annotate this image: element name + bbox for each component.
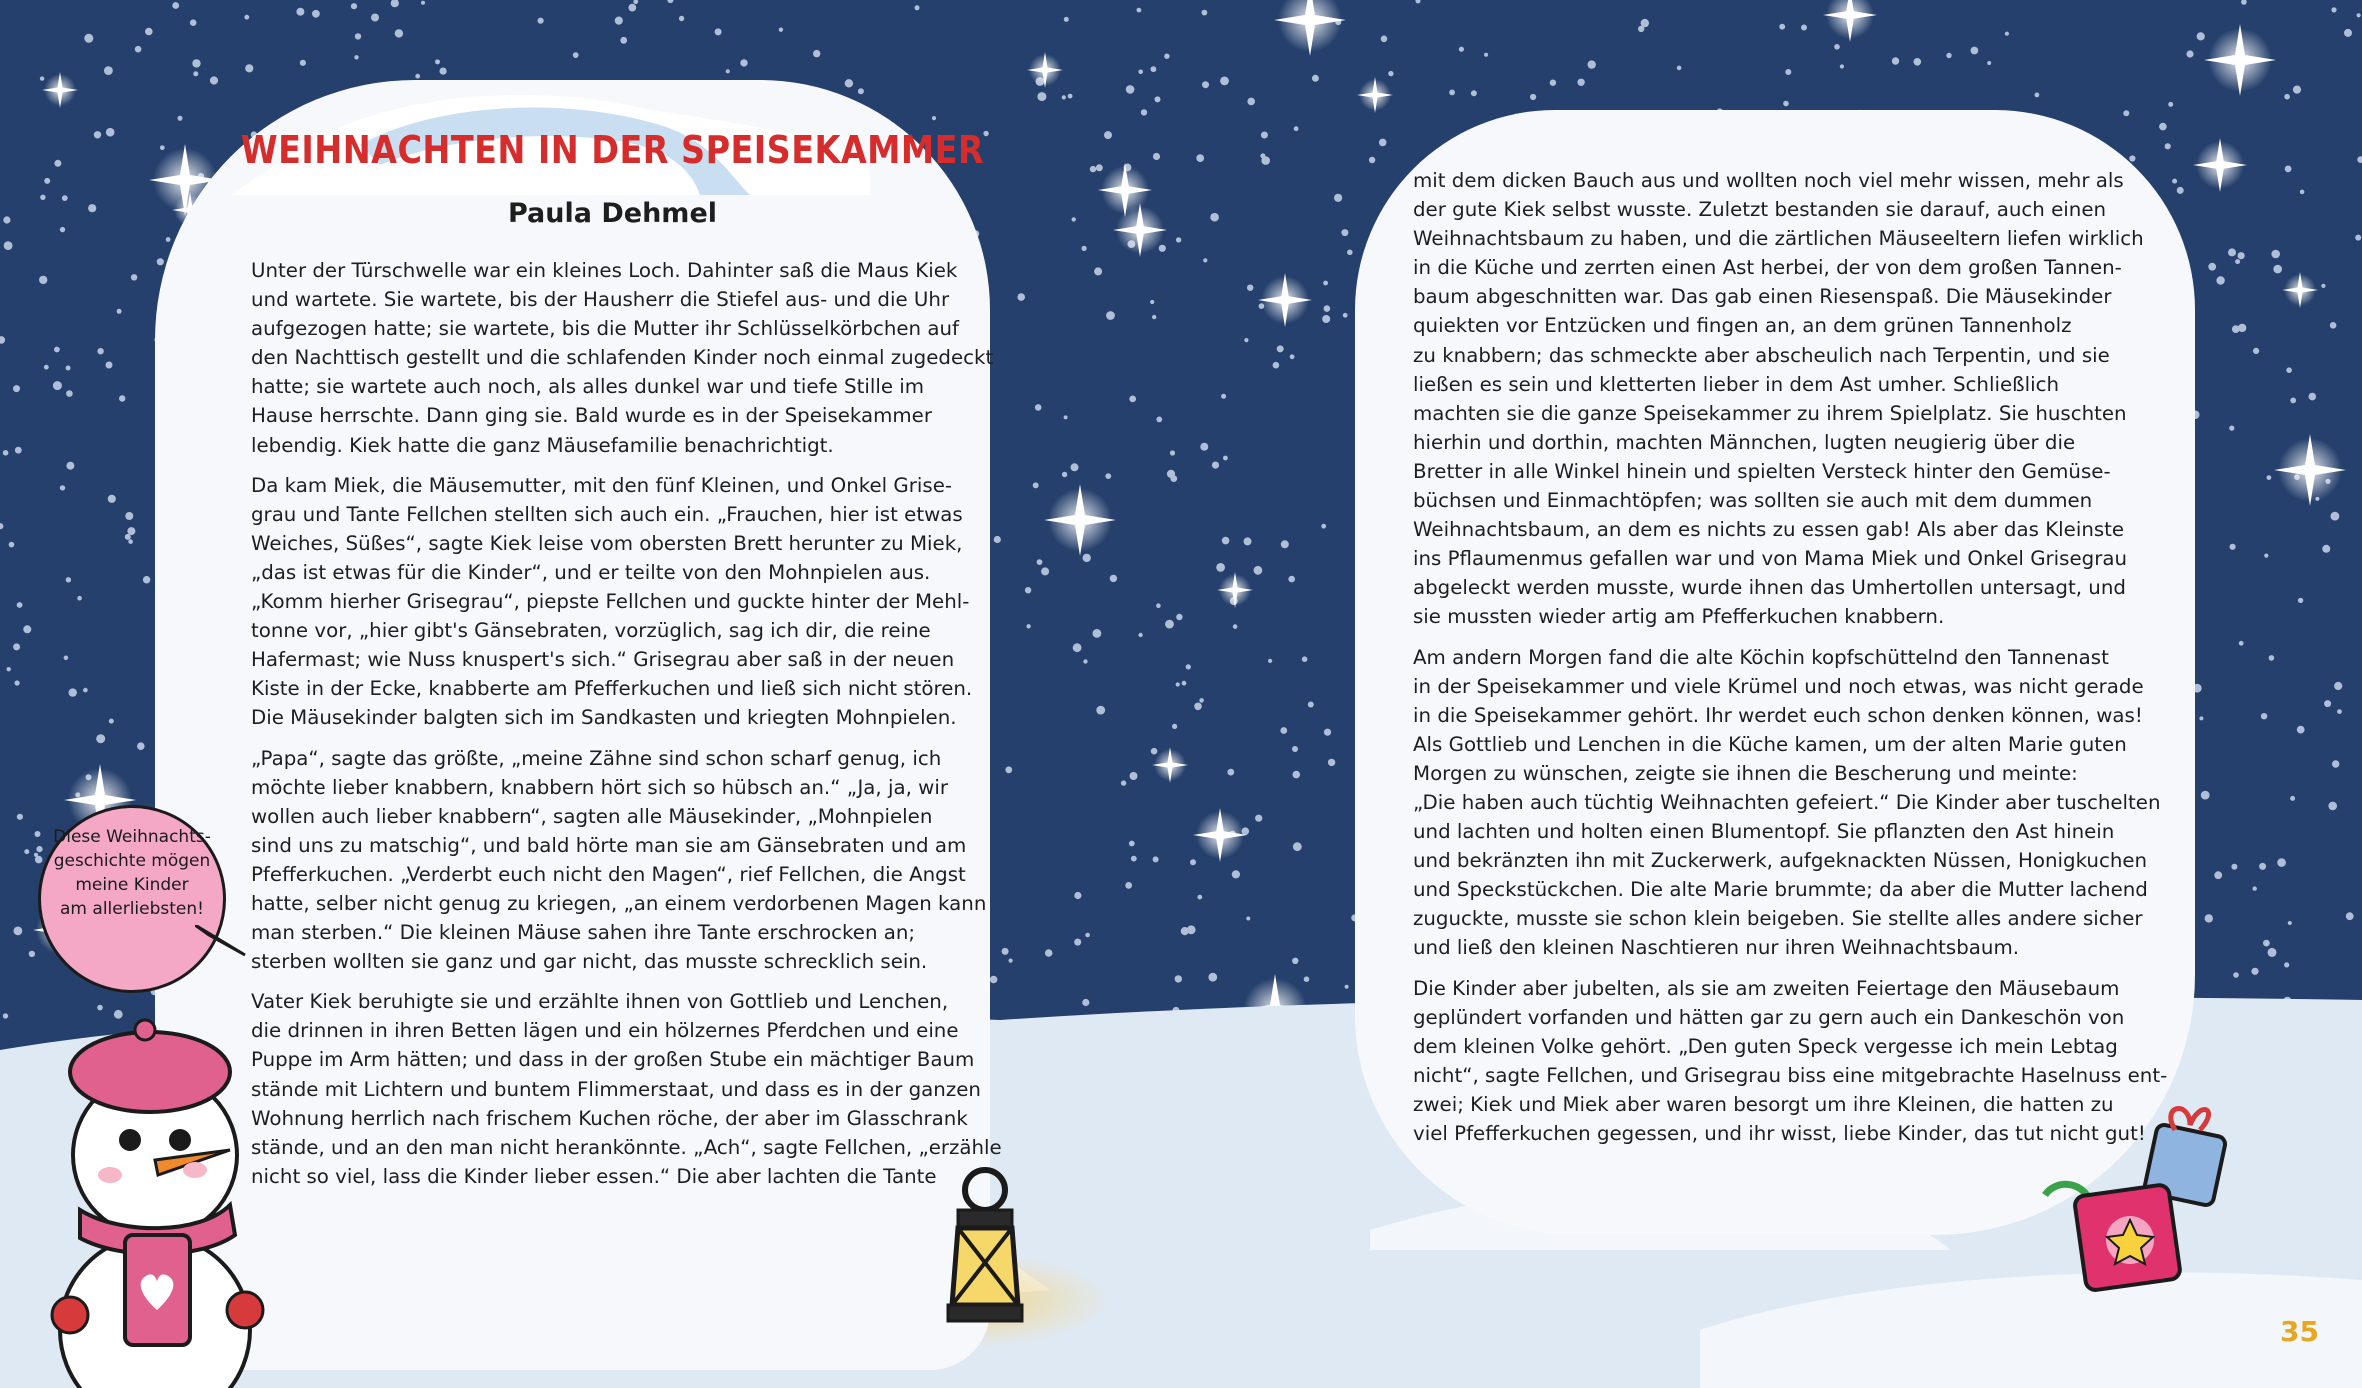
story-line: zu knabbern; das schmeckte aber abscheulich nach Terpentin, und sie xyxy=(1413,343,2110,367)
story-line: mit dem dicken Bauch aus und wollten noch viel mehr wissen, mehr als xyxy=(1413,169,2124,192)
story-line: ins Pflaumenmus gefallen war und von Mama Miek und Onkel Grisegrau xyxy=(1413,547,2127,571)
story-line: „Papa“, sagte das größte, „meine Zähne sind schon scharf genug, ich xyxy=(251,746,942,770)
story-paragraph xyxy=(251,987,1002,1191)
story-line: viel Pfefferkuchen gegessen, und ihr wisst, liebe Kinder, das tut nicht gut! xyxy=(1413,1122,2146,1145)
story-line: den Nachttisch gestellt und die schlafenden Kinder noch einmal zugedeckt xyxy=(251,346,994,370)
speech-bubble-line: am allerliebsten! xyxy=(60,899,204,919)
story-line: aufgezogen hatte; sie wartete, bis die Mutter ihr Schlüsselkörbchen auf xyxy=(251,317,959,341)
story-line: der gute Kiek selbst wusste. Zuletzt bestanden sie darauf, auch einen xyxy=(1413,198,2107,222)
story-line: und lachten und holten einen Blumentopf. Sie pflanzten den Ast hinein xyxy=(1413,820,2115,844)
story-line: und ließ den kleinen Naschtieren nur ihren Weihnachtsbaum. xyxy=(1413,936,2020,960)
story-line: Die Mäusekinder balgten sich im Sandkasten und kriegten Mohnpielen. xyxy=(251,706,957,730)
story-line: Morgen zu wünschen, zeigte sie ihnen die Bescherung und meinte: xyxy=(1413,761,2078,785)
story-author: Paula Dehmel xyxy=(507,198,718,229)
story-line: quiekten vor Entzücken und fingen an, an dem grünen Tannenholz xyxy=(1413,314,2072,338)
story-line: lebendig. Kiek hatte die ganz Mäusefamilie benachrichtigt. xyxy=(251,433,834,457)
story-line: Da kam Miek, die Mäusemutter, mit den fünf Kleinen, und Onkel Grise- xyxy=(251,473,953,497)
story-line: hatte; sie wartete auch noch, als alles dunkel war und tiefe Stille im xyxy=(251,375,925,399)
story-line: Vater Kiek beruhigte sie und erzählte ihnen von Gottlieb und Lenchen, xyxy=(251,990,949,1014)
story-line: Als Gottlieb und Lenchen in die Küche kamen, um der alten Marie guten xyxy=(1413,732,2127,756)
story-line: Wohnung herrlich nach frischem Kuchen röche, der aber im Glasschrank xyxy=(251,1106,968,1130)
story-paragraph xyxy=(251,256,994,460)
page-number: 35 xyxy=(2280,1315,2319,1348)
story-line: „das ist etwas für die Kinder“, und er teilte von den Mohnpielen aus. xyxy=(251,560,931,584)
story-line: baum abgeschnitten war. Das gab einen Riesenspaß. Die Mäusekinder xyxy=(1413,285,2112,309)
story-line: tonne vor, „hier gibt's Gänsebraten, vorzüglich, sag ich dir, die reine xyxy=(251,619,931,643)
speech-bubble-line: meine Kinder xyxy=(75,875,189,895)
story-line: Weihnachtsbaum zu haben, und die zärtlichen Mäuseeltern liefen wirklich xyxy=(1413,227,2144,251)
speech-bubble-line: geschichte mögen xyxy=(53,851,211,871)
snowman-icon xyxy=(30,1010,290,1388)
story-title: WEIHNACHTEN IN DER SPEISEKAMMER xyxy=(240,128,985,172)
story-line: machten sie die ganze Speisekammer zu ihrem Spielplatz. Sie huschten xyxy=(1413,401,2127,425)
story-line: stände, und an den man nicht herankönnte. „Ach“, sagte Fellchen, „erzähle xyxy=(251,1135,1002,1159)
story-line: und wartete. Sie wartete, bis der Hausherr die Stiefel aus- und die Uhr xyxy=(251,288,950,312)
story-line: Die Kinder aber jubelten, als sie am zweiten Feiertage den Mäusebaum xyxy=(1413,976,2120,1000)
story-line: Pfefferkuchen. „Verderbt euch nicht den Magen“, rief Fellchen, die Angst xyxy=(251,862,966,886)
story-line: in der Speisekammer und viele Krümel und noch etwas, was nicht gerade xyxy=(1413,674,2144,698)
story-line: stände mit Lichtern und buntem Flimmerstaat, und dass es in der ganzen xyxy=(251,1077,981,1101)
story-line: wollen auch lieber knabbern“, sagten alle Mäusekinder, „Mohnpielen xyxy=(251,804,933,828)
story-line: ließen es sein und kletterten lieber in dem Ast umher. Schließlich xyxy=(1413,372,2059,396)
story-line: in die Speisekammer gehört. Ihr werdet euch schon denken können, was! xyxy=(1413,703,2143,727)
story-line: sterben wollten sie ganz und gar nicht, das musste schrecklich sein. xyxy=(251,950,928,974)
story-line: Hause herrschte. Dann ging sie. Bald wurde es in der Speisekammer xyxy=(251,404,932,428)
story-line: man sterben.“ Die kleinen Mäuse sahen ihre Tante erschrocken an; xyxy=(251,921,916,945)
story-paragraph xyxy=(251,471,971,733)
story-text-right-column xyxy=(1413,166,2168,1159)
story-line: grau und Tante Fellchen stellten sich auch ein. „Frauchen, hier ist etwas xyxy=(251,502,963,526)
story-line: Puppe im Arm hätten; und dass in der großen Stube ein mächtiger Baum xyxy=(251,1048,975,1072)
story-line: und bekränzten ihn mit Zuckerwerk, aufgeknackten Nüssen, Honigkuchen xyxy=(1413,849,2148,873)
story-line: möchte lieber knabbern, knabbern hört sich so hübsch an.“ „Ja, ja, wir xyxy=(251,775,948,799)
story-line: Kiste in der Ecke, knabberte am Pfefferkuchen und ließ sich nicht stören. xyxy=(251,677,973,701)
story-line: dem kleinen Volke gehört. „Den guten Speck vergesse ich mein Lebtag xyxy=(1413,1034,2118,1058)
story-line: die drinnen in ihren Betten lägen und ein hölzernes Pferdchen und eine xyxy=(251,1019,959,1043)
story-line: sie mussten wieder artig am Pfefferkuchen knabbern. xyxy=(1413,605,1945,629)
story-line: sind uns zu matschig“, und bald hörte man sie am Gänsebraten und am xyxy=(251,833,967,857)
story-line: hatte, selber nicht genug zu kriegen, „an einem verdorbenen Magen kann xyxy=(251,891,987,915)
story-line: in die Küche und zerrten einen Ast herbei, der von dem großen Tannen- xyxy=(1413,256,2122,280)
story-line: zuguckte, musste sie schon klein beigeben. Sie stellte alles andere sicher xyxy=(1413,907,2143,931)
lantern-icon xyxy=(940,1165,1030,1335)
story-line: und Speckstückchen. Die alte Marie brummte; da aber die Mutter lachend xyxy=(1413,878,2148,902)
story-line: zwei; Kiek und Miek aber waren besorgt um ihre Kleinen, die hatten zu xyxy=(1413,1092,2114,1116)
speech-bubble-text xyxy=(38,825,226,921)
story-paragraph xyxy=(251,744,987,977)
story-paragraph xyxy=(1413,643,2161,963)
story-line: „Die haben auch tüchtig Weihnachten gefeiert.“ Die Kinder aber tuschelten xyxy=(1413,790,2161,814)
story-line: hierhin und dorthin, machten Männchen, lugten neugierig über die xyxy=(1413,430,2076,454)
story-line: nicht so viel, lass die Kinder lieber essen.“ Die aber lachten die Tante xyxy=(251,1164,937,1188)
story-line: abgeleckt werden musste, wurde ihnen das Umhertollen untersagt, und xyxy=(1413,576,2126,600)
story-line: büchsen und Einmachtöpfen; was sollten sie auch mit dem dummen xyxy=(1413,489,2093,513)
gift-icon xyxy=(2040,1100,2230,1300)
story-line: nicht“, sagte Fellchen, und Grisegrau biss eine mitgebrachte Haselnuss ent- xyxy=(1413,1063,2168,1087)
speech-bubble-line: Diese Weihnachts- xyxy=(53,827,211,847)
story-line: geplündert vorfanden und hätten gar zu gern auch ein Dankeschön von xyxy=(1413,1005,2125,1029)
story-line: „Komm hierher Grisegrau“, piepste Fellchen und guckte hinter der Mehl- xyxy=(251,590,970,614)
story-line: Unter der Türschwelle war ein kleines Loch. Dahinter saß die Maus Kiek xyxy=(251,259,958,282)
speech-bubble-tail xyxy=(195,925,255,965)
story-line: Hafermast; wie Nuss knuspert's sich.“ Grisegrau aber saß in der neuen xyxy=(251,648,955,672)
story-paragraph xyxy=(1413,166,2153,632)
story-line: Weihnachtsbaum, an dem es nichts zu essen gab! Als aber das Kleinste xyxy=(1413,518,2125,542)
story-line: Weiches, Süßes“, sagte Kiek leise vom obersten Brett herunter zu Miek, xyxy=(251,531,963,555)
story-text-left-column xyxy=(251,256,1002,1202)
story-line: Bretter in alle Winkel hinein und spielten Versteck hinter den Gemüse- xyxy=(1413,459,2111,483)
story-line: Am andern Morgen fand die alte Köchin kopfschüttelnd den Tannenast xyxy=(1413,645,2109,669)
